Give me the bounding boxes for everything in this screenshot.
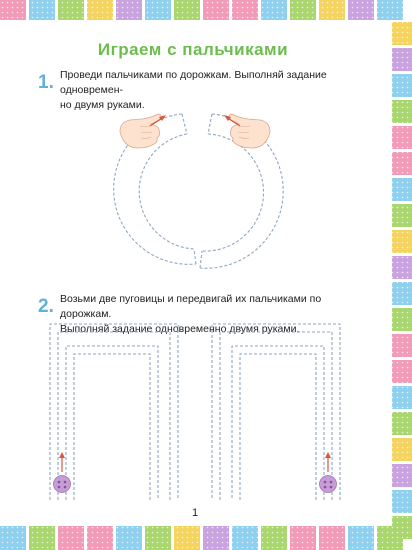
- task-2-line-1: Возьми две пуговицы и передвигай их пальчиками по дорожкам.: [60, 293, 322, 320]
- border-tile-dots: [58, 526, 84, 550]
- left-hand-pointing-icon: [120, 114, 161, 148]
- border-tile-dots: [261, 526, 287, 550]
- page-title: Играем с пальчиками: [97, 40, 289, 59]
- task-1-number: 1.: [38, 72, 54, 93]
- left-bottom-end: [194, 249, 196, 264]
- border-tile-dots: [392, 282, 412, 305]
- right-maze-second: [220, 332, 332, 500]
- border-tile-dots: [392, 22, 412, 45]
- left-maze-outer: [50, 324, 178, 500]
- border-tile-dots: [348, 0, 374, 20]
- left-top-end: [182, 114, 187, 134]
- border-tile-dots: [232, 0, 258, 20]
- border-tile-dots: [319, 0, 345, 20]
- arrow-icon: [59, 452, 65, 472]
- arrow-icon: [325, 452, 331, 472]
- border-tile-dots: [392, 204, 412, 227]
- border-tile-dots: [392, 256, 412, 279]
- circle-path-exercise: [0, 100, 390, 290]
- right-bottom-end: [200, 251, 202, 268]
- left-maze-second: [58, 332, 170, 500]
- border-tile-dots: [392, 412, 412, 435]
- border-tile-dots: [87, 526, 113, 550]
- left-maze-third: [66, 346, 158, 500]
- task-2-line-2: Выполняй задание одновременно двумя руками.: [60, 323, 300, 335]
- border-tile-dots: [392, 360, 412, 383]
- left-inner-track: [139, 134, 194, 249]
- right-top-end: [208, 114, 212, 134]
- border-tile-dots: [377, 526, 403, 550]
- border-tile-dots: [392, 100, 412, 123]
- button-icon: [320, 476, 337, 493]
- border-tile-dots: [392, 386, 412, 409]
- border-tile-dots: [319, 526, 345, 550]
- border-tile-dots: [392, 464, 412, 487]
- task-1-line-1: Проведи пальчиками по дорожкам. Выполняй задание одновремен-: [60, 69, 327, 96]
- page-number: 1: [191, 507, 199, 519]
- left-maze-inner: [74, 354, 150, 500]
- task-1-line-2: но двумя руками.: [60, 99, 145, 111]
- border-tile-dots: [348, 526, 374, 550]
- border-tile-dots: [174, 526, 200, 550]
- border-tile-dots: [261, 0, 287, 20]
- border-tile-dots: [29, 526, 55, 550]
- maze-path-exercise: [0, 318, 390, 503]
- border-tile-dots: [392, 334, 412, 357]
- right-hand-pointing-icon: [229, 114, 270, 148]
- border-tile-dots: [392, 178, 412, 201]
- border-tile-dots: [290, 526, 316, 550]
- right-maze-outer: [212, 324, 340, 500]
- border-tile-dots: [116, 0, 142, 20]
- border-tile-dots: [145, 526, 171, 550]
- button-icon: [54, 476, 71, 493]
- border-tile-dots: [0, 526, 26, 550]
- border-tile-dots: [116, 526, 142, 550]
- right-maze-inner: [240, 354, 316, 500]
- border-tile-dots: [392, 490, 412, 513]
- border-tile-dots: [392, 230, 412, 253]
- border-tile-dots: [392, 308, 412, 331]
- border-tile-dots: [392, 48, 412, 71]
- border-tile-dots: [392, 152, 412, 175]
- right-inner-track: [202, 134, 264, 251]
- task-2-number: 2.: [38, 296, 54, 317]
- border-tile-dots: [232, 526, 258, 550]
- border-tile-dots: [290, 0, 316, 20]
- border-tile-dots: [392, 74, 412, 97]
- right-maze-third: [232, 346, 324, 500]
- border-tile-dots: [392, 438, 412, 461]
- border-tile-dots: [392, 126, 412, 149]
- border-tile-dots: [87, 0, 113, 20]
- border-tile-dots: [203, 526, 229, 550]
- border-tile-dots: [203, 0, 229, 20]
- border-tile-dots: [377, 0, 403, 20]
- border-tile-dots: [145, 0, 171, 20]
- border-tile-dots: [0, 0, 26, 20]
- border-tile-dots: [174, 0, 200, 20]
- border-tile-dots: [58, 0, 84, 20]
- border-tile-dots: [29, 0, 55, 20]
